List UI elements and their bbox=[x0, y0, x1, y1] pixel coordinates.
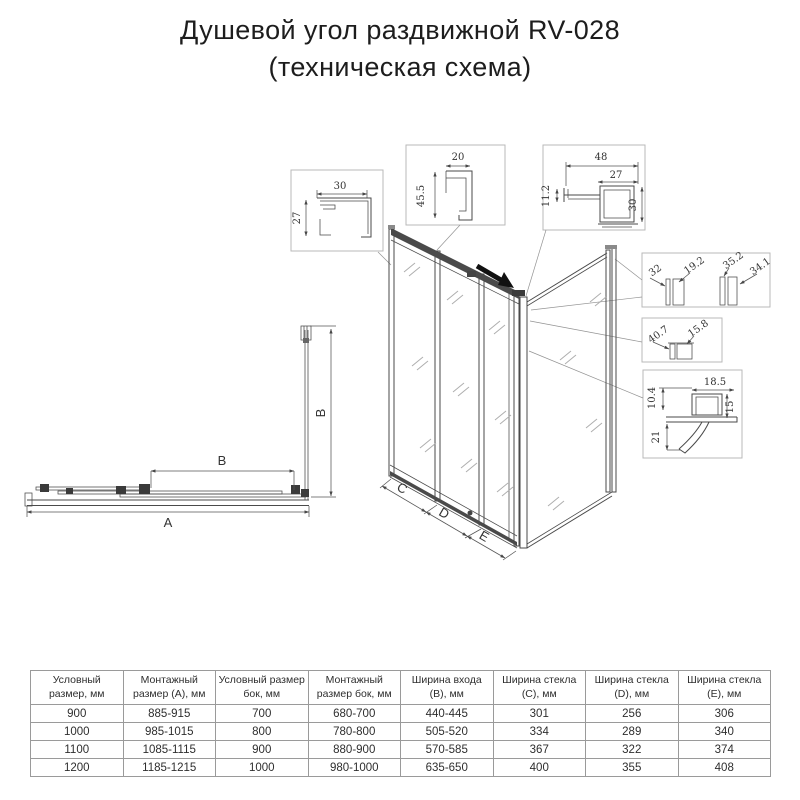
dim-bracket-112: 11.2 bbox=[541, 184, 552, 208]
label-e: E bbox=[476, 527, 492, 545]
cell: 700 bbox=[216, 705, 309, 723]
dim-bottom-185: 18.5 bbox=[703, 377, 727, 388]
cell: 289 bbox=[586, 723, 679, 741]
cell: 900 bbox=[216, 741, 309, 759]
front-door-assembly bbox=[388, 225, 527, 548]
cell: 980-1000 bbox=[308, 759, 401, 777]
cell: 256 bbox=[586, 705, 679, 723]
cell: 985-1015 bbox=[123, 723, 216, 741]
label-c: C bbox=[394, 479, 411, 497]
cell: 355 bbox=[586, 759, 679, 777]
cell: 306 bbox=[678, 705, 771, 723]
cell: 340 bbox=[678, 723, 771, 741]
cell: 1200 bbox=[31, 759, 124, 777]
cell: 322 bbox=[586, 741, 679, 759]
glass-hatch-marks bbox=[404, 263, 513, 496]
dim-wall-width: 30 bbox=[333, 181, 347, 192]
cell: 1085-1115 bbox=[123, 741, 216, 759]
dim-rail-width: 20 bbox=[451, 152, 465, 163]
cell: 800 bbox=[216, 723, 309, 741]
top-track bbox=[391, 228, 519, 299]
dim-bracket-48: 48 bbox=[594, 152, 608, 163]
cell: 1000 bbox=[31, 723, 124, 741]
detail-corner-profiles bbox=[642, 250, 773, 307]
side-panel bbox=[527, 245, 617, 548]
cell: 374 bbox=[678, 741, 771, 759]
size-table bbox=[30, 670, 771, 777]
cell: 680-700 bbox=[308, 705, 401, 723]
label-a: A bbox=[163, 515, 173, 530]
col-header: Монтажный размер (А), мм bbox=[123, 671, 216, 705]
cell: 780-800 bbox=[308, 723, 401, 741]
detail-bottom-rail bbox=[643, 370, 742, 458]
dim-magnet-407: 40.7 bbox=[646, 324, 671, 346]
label-b-side: B bbox=[313, 408, 328, 418]
col-header: Ширина входа (В), мм bbox=[401, 671, 494, 705]
cell: 900 bbox=[31, 705, 124, 723]
dim-bottom-21: 21 bbox=[651, 430, 662, 444]
cell: 635-650 bbox=[401, 759, 494, 777]
cell: 367 bbox=[493, 741, 586, 759]
table-row bbox=[31, 723, 771, 741]
dim-bracket-30: 30 bbox=[628, 198, 639, 212]
title-line-2: (техническая схема) bbox=[268, 52, 532, 82]
table-header-row bbox=[31, 671, 771, 705]
corner-connector bbox=[512, 290, 525, 296]
door-roller bbox=[467, 271, 476, 277]
detail-wall-profile bbox=[291, 170, 383, 251]
glass-width-dimensions bbox=[380, 479, 516, 560]
dim-wall-height: 27 bbox=[292, 211, 303, 225]
col-header: Ширина стекла (Е), мм bbox=[678, 671, 771, 705]
cell: 1185-1215 bbox=[123, 759, 216, 777]
dim-corner-341: 34.1 bbox=[748, 256, 773, 278]
label-b-plan: B bbox=[217, 453, 227, 468]
side-glass-hatch-marks bbox=[548, 293, 606, 510]
dim-magnet-158: 15.8 bbox=[686, 318, 711, 340]
col-header: Условный размер, мм bbox=[31, 671, 124, 705]
table-row bbox=[31, 741, 771, 759]
table-row bbox=[31, 759, 771, 777]
cell: 400 bbox=[493, 759, 586, 777]
dim-corner-352: 35.2 bbox=[721, 250, 746, 272]
cell: 880-900 bbox=[308, 741, 401, 759]
cell: 408 bbox=[678, 759, 771, 777]
plan-view bbox=[25, 326, 336, 530]
dim-rail-height: 45.5 bbox=[416, 184, 427, 208]
dim-corner-32: 32 bbox=[647, 262, 664, 280]
cell: 570-585 bbox=[401, 741, 494, 759]
detail-top-rail bbox=[406, 145, 505, 225]
cell: 301 bbox=[493, 705, 586, 723]
col-header: Условный размер бок, мм bbox=[216, 671, 309, 705]
cell: 334 bbox=[493, 723, 586, 741]
detail-header-bracket bbox=[541, 145, 645, 230]
cell: 1000 bbox=[216, 759, 309, 777]
cell: 885-915 bbox=[123, 705, 216, 723]
dim-corner-192: 19.2 bbox=[682, 255, 707, 277]
detail-magnet-strip bbox=[642, 318, 722, 362]
dim-bracket-27: 27 bbox=[609, 170, 623, 181]
dim-bottom-15: 15 bbox=[725, 400, 736, 414]
col-header: Монтажный размер бок, мм bbox=[308, 671, 401, 705]
title-line-1: Душевой угол раздвижной RV-028 bbox=[180, 15, 620, 45]
col-header: Ширина стекла (С), мм bbox=[493, 671, 586, 705]
table-row bbox=[31, 705, 771, 723]
cell: 440-445 bbox=[401, 705, 494, 723]
label-d: D bbox=[436, 504, 453, 522]
col-header: Ширина стекла (D), мм bbox=[586, 671, 679, 705]
cell: 1100 bbox=[31, 741, 124, 759]
plan-hardware bbox=[40, 484, 309, 497]
leader-lines bbox=[378, 225, 643, 398]
cell: 505-520 bbox=[401, 723, 494, 741]
dim-bottom-104: 10.4 bbox=[647, 386, 658, 410]
